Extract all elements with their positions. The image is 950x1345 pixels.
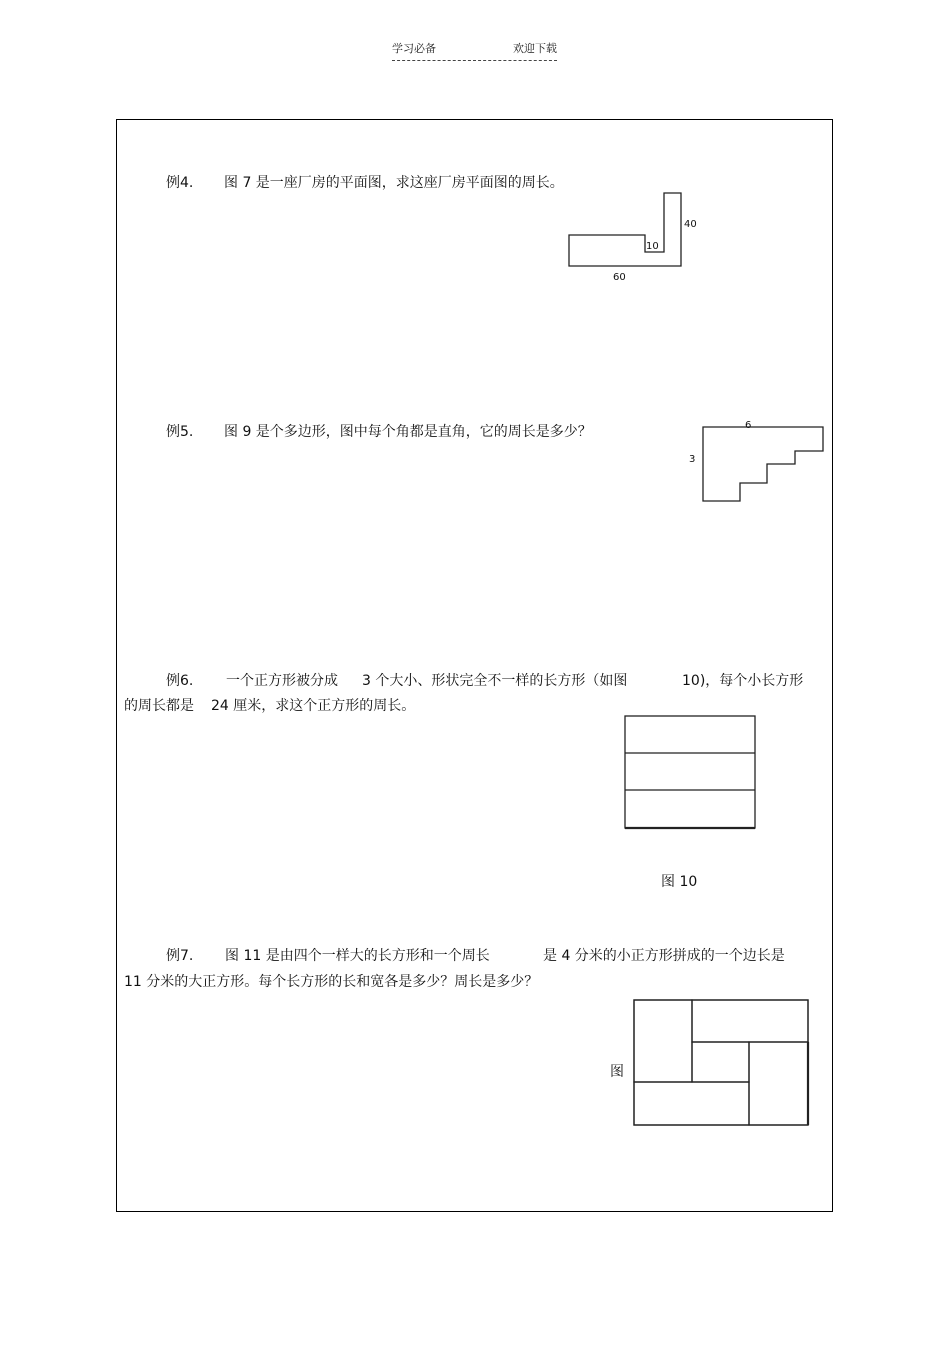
example-7-text-1b: 是 4 分米的小正方形拼成的一个边长是 (543, 948, 785, 964)
square-outline (625, 716, 755, 828)
example-6-text-1b: 3 个大小、形状完全不一样的长方形（如图 (362, 673, 628, 689)
rect-right (749, 1042, 808, 1125)
figure-10-caption: 图 10 (661, 874, 698, 890)
example-7-figure (630, 995, 815, 1130)
example-6-label: 例6. (166, 673, 194, 689)
example-5-label: 例5. (166, 424, 194, 440)
example-7-text-2: 11 分米的大正方形。每个长方形的长和宽各是多少？周长是多少？ (124, 974, 539, 990)
dim-label-40: 40 (684, 219, 697, 230)
big-square-outline (634, 1000, 808, 1125)
example-5-text: 图 9 是个多边形，图中每个角都是直角，它的周长是多少？ (224, 424, 592, 440)
example-7-label: 例7. (166, 948, 194, 964)
example-7-text-1a: 图 11 是由四个一样大的长方形和一个周长 (225, 948, 490, 964)
dim-label-10: 10 (646, 241, 659, 252)
dim-label-60: 60 (613, 272, 626, 283)
example-4-label: 例4. (166, 175, 194, 191)
example-5-figure (680, 415, 830, 510)
rect-top (692, 1000, 808, 1042)
example-6-text-2a: 的周长都是 (124, 698, 194, 714)
rect-bottom (634, 1082, 749, 1125)
example-4-text: 图 7 是一座厂房的平面图，求这座厂房平面图的周长。 (224, 175, 564, 191)
dim-label-3: 3 (689, 454, 696, 465)
factory-floorplan-outline (569, 193, 681, 266)
small-square (692, 1042, 749, 1082)
example-4-figure (560, 185, 710, 285)
staircase-polygon-outline (703, 427, 823, 501)
dim-label-6: 6 (745, 420, 752, 431)
figure-11-caption: 图 (610, 1064, 624, 1080)
example-6-figure (620, 710, 760, 835)
header-left: 学习必备 (392, 42, 436, 55)
header-right: 欢迎下载 (513, 42, 557, 55)
example-6-text-1c: 10)，每个小长方形 (682, 673, 804, 689)
example-6-text-2b: 24 厘米，求这个正方形的周长。 (211, 698, 416, 714)
page-header (392, 40, 557, 61)
example-6-text-1a: 一个正方形被分成 (226, 673, 338, 689)
rect-left (634, 1000, 692, 1082)
